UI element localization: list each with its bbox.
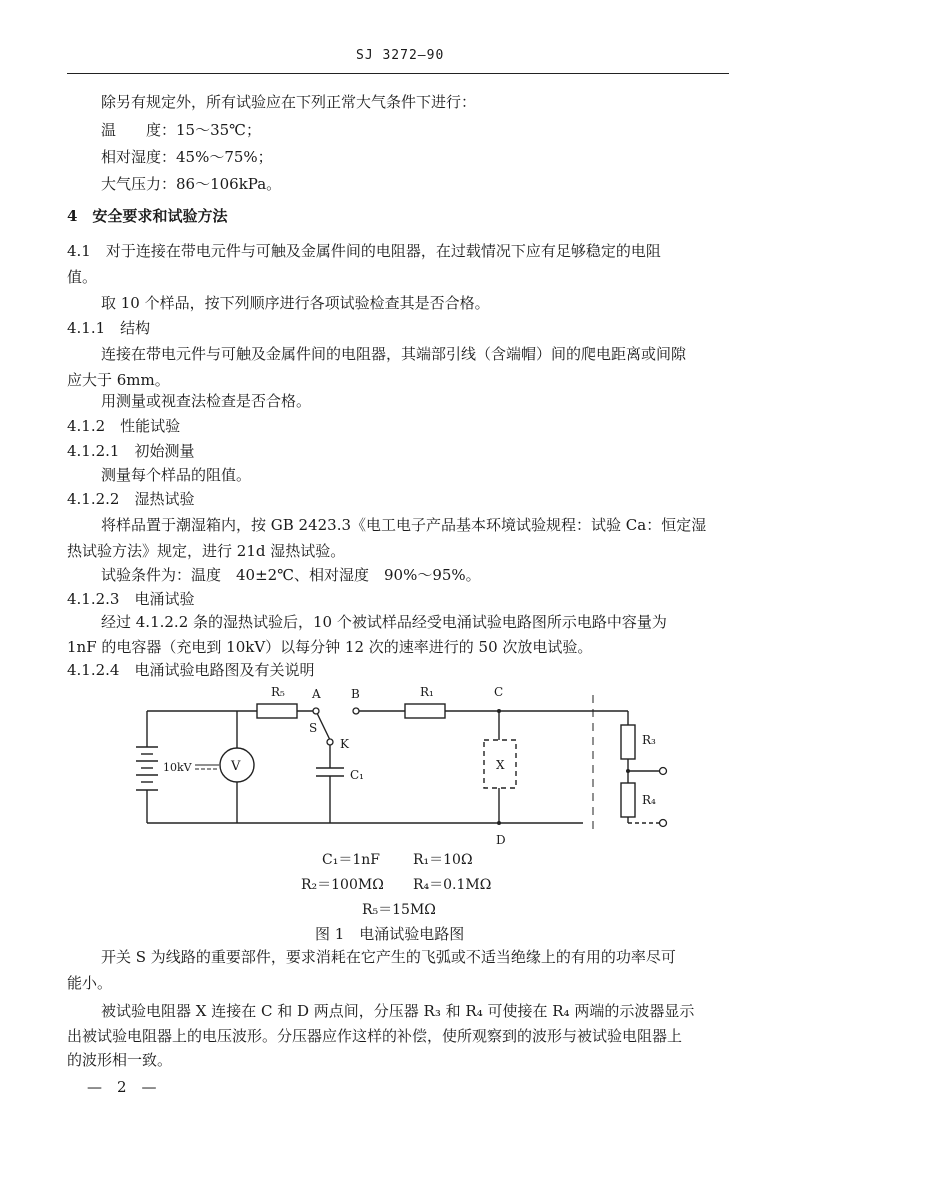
para-4-1-2-1: 测量每个样品的阻值。 <box>101 466 252 484</box>
value-r1: R₁＝10Ω <box>413 852 473 868</box>
label-s: S <box>309 721 318 735</box>
value-c1: C₁＝1nF <box>322 852 380 868</box>
para-switch-line2: 能小。 <box>67 974 113 992</box>
terminal-k <box>327 739 333 745</box>
surge-test-circuit-diagram <box>0 680 950 860</box>
label-c: C <box>494 685 504 699</box>
document-code: SJ 3272—90 <box>356 48 445 63</box>
value-r2: R₂＝100MΩ <box>301 877 384 893</box>
para-4-1-line1: 4.1 对于连接在带电元件与可触及金属件间的电阻器，在过载情况下应有足够稳定的电阻 <box>67 242 661 260</box>
header-rule <box>67 73 729 74</box>
label-voltmeter: V <box>231 759 241 774</box>
section-4-title: 4 安全要求和试验方法 <box>67 207 228 225</box>
dc-symbol-icon <box>195 765 219 769</box>
label-r1: R₁ <box>420 685 434 699</box>
terminal-output-bottom <box>660 820 667 827</box>
value-r4: R₄＝0.1MΩ <box>413 877 492 893</box>
node-d <box>497 821 501 825</box>
node-divider-tap <box>626 769 630 773</box>
section-4-1-2-1-title: 4.1.2.1 初始测量 <box>67 442 195 460</box>
para-4-1-2-3-line1: 经过 4.1.2.2 条的湿热试验后，10 个被试样品经受电涌试验电路图所示电路中容量为 <box>101 613 667 631</box>
para-4-1-2-2-line1: 将样品置于潮湿箱内，按 GB 2423.3《电工电子产品基本环境试验规程：试验 Ca：恒定湿 <box>101 516 707 534</box>
resistor-r5 <box>257 704 297 718</box>
para-switch-line1: 开关 S 为线路的重要部件，要求消耗在它产生的飞弧或不适当绝缘上的有用的功率尽可 <box>101 948 676 966</box>
value-r5: R₅＝15MΩ <box>362 902 436 918</box>
resistor-r3 <box>621 725 635 759</box>
terminal-a <box>313 708 319 714</box>
para-4-1-2-2-line2: 热试验方法》规定，进行 21d 湿热试验。 <box>67 542 346 560</box>
label-c1: C₁ <box>350 768 364 782</box>
section-4-1-2-title: 4.1.2 性能试验 <box>67 417 181 435</box>
resistor-r4 <box>621 783 635 817</box>
condition-humidity: 相对湿度：45%～75%； <box>101 148 273 166</box>
para-4-1-line2: 值。 <box>67 268 98 286</box>
para-divider-line1: 被试验电阻器 X 连接在 C 和 D 两点间，分压器 R₃ 和 R₄ 可使接在 R₄ 两端的示波器显示 <box>101 1002 695 1020</box>
terminal-b <box>353 708 359 714</box>
switch-s-blade <box>316 711 330 740</box>
page-number: — 2 — <box>87 1078 157 1096</box>
para-4-1-2-2-cond: 试验条件为：温度 40±2℃、相对湿度 90%～95%。 <box>101 566 481 584</box>
node-c <box>497 709 501 713</box>
figure-caption: 图 1 电涌试验电路图 <box>315 925 465 943</box>
para-4-1-1-line1: 连接在带电元件与可触及金属件间的电阻器，其端部引线（含端帽）间的爬电距离或间隙 <box>101 345 687 363</box>
label-r3: R₃ <box>642 733 656 747</box>
para-4-1-1-line2: 应大于 6mm。 <box>67 371 170 389</box>
para-4-1-sample: 取 10 个样品，按下列顺序进行各项试验检查其是否合格。 <box>101 294 490 312</box>
terminal-output-top <box>660 768 667 775</box>
battery-symbol <box>136 747 158 790</box>
label-k: K <box>340 737 349 751</box>
para-divider-line2: 出被试验电阻器上的电压波形。分压器应作这样的补偿，使所观察到的波形与被试验电阻器上 <box>67 1027 683 1045</box>
para-4-1-1-check: 用测量或视查法检查是否合格。 <box>101 392 312 410</box>
section-4-1-2-2-title: 4.1.2.2 湿热试验 <box>67 490 195 508</box>
conditions-intro: 除另有规定外，所有试验应在下列正常大气条件下进行： <box>101 93 477 111</box>
para-divider-line3: 的波形相一致。 <box>67 1051 173 1069</box>
label-d: D <box>496 833 506 847</box>
label-source-voltage: 10kV <box>163 761 192 774</box>
section-4-1-1-title: 4.1.1 结构 <box>67 319 151 337</box>
condition-pressure: 大气压力：86～106kPa。 <box>101 175 282 193</box>
resistor-r1 <box>405 704 445 718</box>
para-4-1-2-3-line2: 1nF 的电容器（充电到 10kV）以每分钟 12 次的速率进行的 50 次放电试验。 <box>67 638 593 656</box>
section-4-1-2-4-title: 4.1.2.4 电涌试验电路图及有关说明 <box>67 661 315 679</box>
label-b: B <box>351 687 360 701</box>
label-r4: R₄ <box>642 793 656 807</box>
label-r5: R₅ <box>271 685 285 699</box>
label-x: X <box>496 758 505 772</box>
label-a: A <box>312 687 321 701</box>
section-4-1-2-3-title: 4.1.2.3 电涌试验 <box>67 590 195 608</box>
condition-temperature: 温 度：15～35℃； <box>101 121 261 139</box>
